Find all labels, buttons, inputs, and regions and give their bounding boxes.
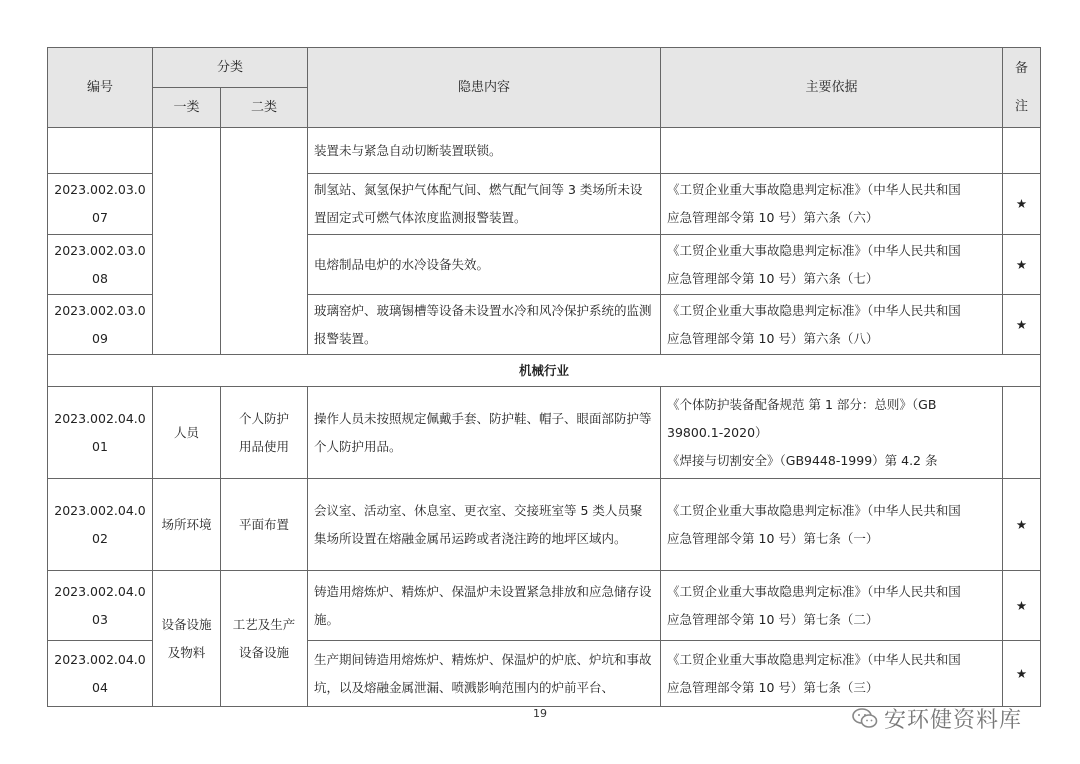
content-cell: 装置未与紧急自动切断装置联锁。 — [308, 128, 661, 174]
section-row — [48, 355, 1041, 387]
star-icon: ★ — [1003, 174, 1041, 235]
content-cell: 生产期间铸造用熔炼炉、精炼炉、保温炉的炉底、炉坑和事故坑，以及熔融金属泄漏、喷溅影响范围内的炉前平台、 — [308, 641, 661, 707]
basis-cell: 《工贸企业重大事故隐患判定标准》（中华人民共和国 应急管理部令第 10 号）第六条（六） — [661, 174, 1003, 235]
table-row — [48, 387, 1041, 479]
cat2-cell: 工艺及生产 设备设施 — [221, 571, 308, 707]
header-id: 编号 — [48, 48, 153, 128]
watermark — [852, 700, 1062, 736]
star-icon: ★ — [1003, 571, 1041, 641]
content-cell: 操作人员未按照规定佩戴手套、防护鞋、帽子、眼面部防护等个人防护用品。 — [308, 387, 661, 479]
star-icon: ★ — [1003, 295, 1041, 355]
header-cat1: 一类 — [153, 88, 221, 128]
cat1-cell: 场所环境 — [153, 479, 221, 571]
id-cell: 2023.002.04.0 02 — [48, 479, 153, 571]
hazard-table — [47, 47, 1041, 707]
cat2-cell: 平面布置 — [221, 479, 308, 571]
basis-cell: 《工贸企业重大事故隐患判定标准》（中华人民共和国 应急管理部令第 10 号）第七条（一） — [661, 479, 1003, 571]
basis-cell: 《工贸企业重大事故隐患判定标准》（中华人民共和国 应急管理部令第 10 号）第七条（三） — [661, 641, 1003, 707]
basis-cell: 《工贸企业重大事故隐患判定标准》（中华人民共和国 应急管理部令第 10 号）第六条（八） — [661, 295, 1003, 355]
table-row — [48, 479, 1041, 571]
cat1-cell: 设备设施 及物料 — [153, 571, 221, 707]
watermark-text: 安环健资料库 — [884, 707, 1023, 733]
page-number: 19 — [533, 707, 547, 720]
content-cell: 玻璃窑炉、玻璃锡槽等设备未设置水冷和风冷保护系统的监测报警装置。 — [308, 295, 661, 355]
header-cat2: 二类 — [221, 88, 308, 128]
note-cell — [1003, 387, 1041, 479]
table-row — [48, 128, 1041, 174]
star-icon: ★ — [1003, 641, 1041, 707]
content-cell: 铸造用熔炼炉、精炼炉、保温炉未设置紧急排放和应急储存设施。 — [308, 571, 661, 641]
header-content: 隐患内容 — [308, 48, 661, 128]
id-cell: 2023.002.03.0 07 — [48, 174, 153, 235]
star-icon: ★ — [1003, 479, 1041, 571]
header-basis: 主要依据 — [661, 48, 1003, 128]
header-category: 分类 — [153, 48, 308, 88]
cat2-cell: 个人防护 用品使用 — [221, 387, 308, 479]
cat1-cell: 人员 — [153, 387, 221, 479]
section-title: 机械行业 — [48, 355, 1041, 387]
id-cell: 2023.002.03.0 09 — [48, 295, 153, 355]
basis-cell: 《工贸企业重大事故隐患判定标准》（中华人民共和国 应急管理部令第 10 号）第六条（七） — [661, 235, 1003, 295]
id-cell: 2023.002.04.0 01 — [48, 387, 153, 479]
basis-cell: 《工贸企业重大事故隐患判定标准》（中华人民共和国 应急管理部令第 10 号）第七条（二） — [661, 571, 1003, 641]
id-cell: 2023.002.03.0 08 — [48, 235, 153, 295]
table-row — [48, 571, 1041, 641]
header-note: 备注 — [1003, 48, 1041, 128]
id-cell: 2023.002.04.0 04 — [48, 641, 153, 707]
content-cell: 会议室、活动室、休息室、更衣室、交接班室等 5 类人员聚集场所设置在熔融金属吊运跨或者浇注跨的地坪区域内。 — [308, 479, 661, 571]
star-icon: ★ — [1003, 235, 1041, 295]
basis-cell: 《个体防护装备配备规范 第 1 部分：总则》（GB 39800.1-2020） 《焊接与切割安全》（GB9448-1999）第 4.2 条 — [661, 387, 1003, 479]
content-cell: 制氢站、氮氢保护气体配气间、燃气配气间等 3 类场所未设置固定式可燃气体浓度监测报警装置。 — [308, 174, 661, 235]
id-cell: 2023.002.04.0 03 — [48, 571, 153, 641]
wechat-icon — [852, 707, 878, 729]
content-cell: 电熔制品电炉的水冷设备失效。 — [308, 235, 661, 295]
